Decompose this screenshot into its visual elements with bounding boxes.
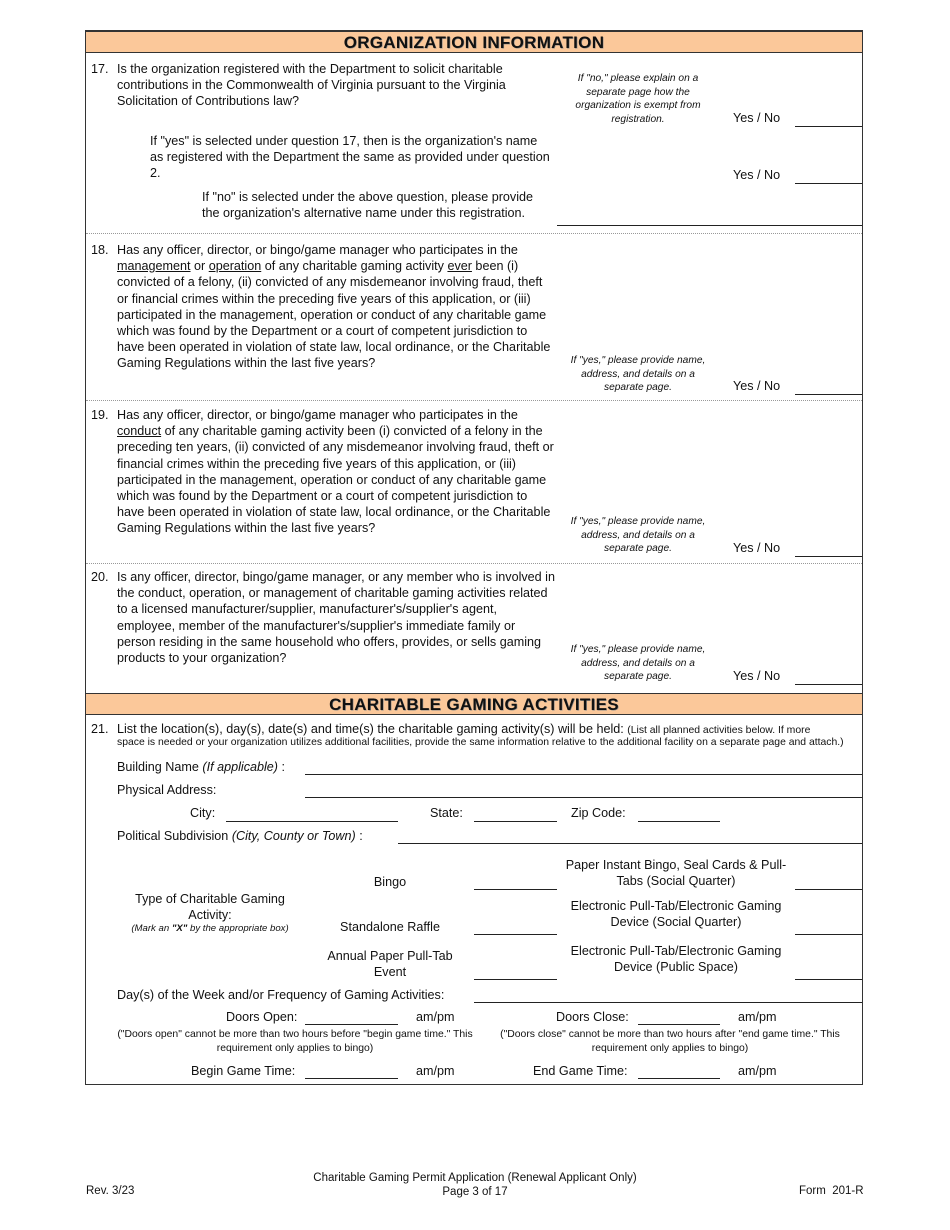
question-21-lead-continued: space is needed or your organization utilizes additional facilities, provide the same information relative to the additional facility on a separate page and attach.): [117, 737, 844, 748]
standalone-raffle-label: Standalone Raffle: [340, 920, 440, 934]
end-game-time-label: End Game Time:: [533, 1064, 628, 1078]
building-name-field[interactable]: [305, 774, 862, 775]
question-number: 21.: [91, 722, 109, 736]
question-number: 20.: [91, 570, 109, 584]
doors-close-field[interactable]: [638, 1024, 720, 1025]
question-19-text: Has any officer, director, or bingo/game manager who participates in the conduct of any charitable gaming activity been (i) convicted of a felony in the preceding ten years, (ii) convicted of any misdemeanor involving fraud, theft or financial crimes within the preceding five years of this application, or (iii) participated in the management, operation or conduct of any charitable game which was found by the Department or a court of competent jurisdiction to have been operated in violation of state law, local ordinance, or the Charitable Gaming Regulations within the last five years?: [117, 408, 554, 536]
zip-code-field[interactable]: [638, 821, 720, 822]
footer-title: Charitable Gaming Permit Application (Renewal Applicant Only): [313, 1172, 637, 1184]
divider: [86, 400, 862, 401]
bingo-label: Bingo: [373, 875, 407, 889]
question-17-answer-field[interactable]: [795, 126, 862, 127]
doors-close-ampm: am/pm: [738, 1010, 777, 1024]
question-17-note: If "no," please explain on a separate page how the organization is exempt from registration.: [575, 73, 701, 125]
section-header-charitable-gaming-activities: CHARITABLE GAMING ACTIVITIES: [86, 693, 862, 715]
divider: [86, 563, 862, 564]
footer-revision: Rev. 3/23: [86, 1185, 135, 1197]
city-field[interactable]: [226, 821, 398, 822]
question-18-answer-field[interactable]: [795, 394, 862, 395]
question-19-yes-no-label: Yes / No: [733, 541, 781, 555]
question-18-text: Has any officer, director, or bingo/game manager who participates in the management or operation of any charitable gaming activity ever been (i) convicted of a felony, (ii) convicted of any misdemeanor involving fraud, theft or financial crimes within the preceding five years of this application, or (iii) participated in the management, operation or conduct of any charitable game which was found by the Department or a court of competent jurisdiction to have been operated in violation of state law, local ordinance, or the Charitable Gaming Regulations within the last five years?: [117, 243, 551, 371]
electronic-pull-tab-social-label: Electronic Pull-Tab/Electronic Gaming Device (Social Quarter): [570, 899, 782, 930]
electronic-pull-tab-public-checkbox-field[interactable]: [795, 979, 862, 980]
days-frequency-field[interactable]: [474, 1002, 862, 1003]
state-label: State:: [430, 806, 463, 820]
days-frequency-label: Day(s) of the Week and/or Frequency of Gaming Activities:: [117, 988, 445, 1002]
type-of-activity-label: Type of Charitable Gaming Activity:: [135, 892, 285, 923]
paper-instant-bingo-checkbox-field[interactable]: [795, 889, 862, 890]
question-20-answer-field[interactable]: [795, 684, 862, 685]
question-number: 18.: [91, 243, 109, 257]
question-18-yes-no-label: Yes / No: [733, 379, 781, 393]
doors-close-label: Doors Close:: [556, 1010, 629, 1024]
paper-instant-bingo-label: Paper Instant Bingo, Seal Cards & Pull-Tabs (Social Quarter): [565, 858, 787, 889]
physical-address-label: Physical Address:: [117, 783, 217, 797]
doors-close-note: ("Doors close" cannot be more than two hours after "end game time." This requirement only applies to bingo): [500, 1029, 840, 1054]
footer-page-number: Page 3 of 17: [442, 1186, 508, 1198]
question-17-sub1-yes-no-label: Yes / No: [733, 168, 781, 182]
standalone-raffle-checkbox-field[interactable]: [474, 934, 557, 935]
alternative-name-field[interactable]: [557, 225, 862, 226]
question-20-note: If "yes," please provide name, address, and details on a separate page.: [570, 644, 706, 682]
building-name-label: Building Name (If applicable) :: [117, 760, 286, 774]
question-17-sub1-answer-field[interactable]: [795, 183, 862, 184]
divider: [86, 233, 862, 234]
electronic-pull-tab-public-label: Electronic Pull-Tab/Electronic Gaming Device (Public Space): [570, 944, 782, 975]
question-17-text: Is the organization registered with the Department to solicit charitable contributions in the Commonwealth of Virginia pursuant to the Virginia Solicitation of Contributions law?: [117, 62, 506, 109]
zip-code-label: Zip Code:: [571, 806, 626, 820]
doors-open-ampm: am/pm: [416, 1010, 455, 1024]
doors-open-note: ("Doors open" cannot be more than two hours before "begin game time." This requirement only applies to bingo): [117, 1029, 473, 1054]
question-19-answer-field[interactable]: [795, 556, 862, 557]
doors-open-field[interactable]: [305, 1024, 398, 1025]
bingo-checkbox-field[interactable]: [474, 889, 557, 890]
doors-open-label: Doors Open:: [226, 1010, 298, 1024]
annual-paper-pull-tab-checkbox-field[interactable]: [474, 979, 557, 980]
question-21-lead: List the location(s), day(s), date(s) and time(s) the charitable gaming activity(s) will be held: (List all planned activities below. If more: [117, 722, 811, 736]
footer-form-number: Form 201-R: [799, 1185, 864, 1197]
question-17-yes-no-label: Yes / No: [733, 111, 781, 125]
physical-address-field[interactable]: [305, 797, 862, 798]
begin-game-time-field[interactable]: [305, 1078, 398, 1079]
end-game-time-ampm: am/pm: [738, 1064, 777, 1078]
question-19-note: If "yes," please provide name, address, and details on a separate page.: [570, 516, 706, 554]
end-game-time-field[interactable]: [638, 1078, 720, 1079]
question-17-sub1-text: If "yes" is selected under question 17, then is the organization's name as registered with the Department the same as provided under question 2.: [150, 134, 550, 181]
political-subdivision-label: Political Subdivision (City, County or Town) :: [117, 829, 363, 843]
type-of-activity-hint: (Mark an "X" by the appropriate box): [131, 923, 289, 934]
electronic-pull-tab-social-checkbox-field[interactable]: [795, 934, 862, 935]
question-20-text: Is any officer, director, bingo/game manager, or any member who is involved in the conduct, operation, or management of charitable gaming activities related to a licensed manufacturer/supplier, manufacturer's/supplier's agent, employee, member of the manufacturer's/supplier's immediate family or person residing in the same household who offers, provides, or sells gaming products to your organization?: [117, 570, 555, 666]
question-number: 19.: [91, 408, 109, 422]
political-subdivision-field[interactable]: [398, 843, 862, 844]
question-18-note: If "yes," please provide name, address, and details on a separate page.: [570, 355, 706, 393]
question-17-sub2-text: If "no" is selected under the above question, please provide the organization's alternative name under this registration.: [202, 190, 533, 221]
begin-game-time-label: Begin Game Time:: [191, 1064, 296, 1078]
question-number: 17.: [91, 62, 109, 76]
state-field[interactable]: [474, 821, 557, 822]
city-label: City:: [190, 806, 216, 820]
begin-game-time-ampm: am/pm: [416, 1064, 455, 1078]
section-header-organization-information: ORGANIZATION INFORMATION: [86, 31, 862, 53]
annual-paper-pull-tab-label: Annual Paper Pull-Tab Event: [327, 949, 453, 980]
question-20-yes-no-label: Yes / No: [733, 669, 781, 683]
